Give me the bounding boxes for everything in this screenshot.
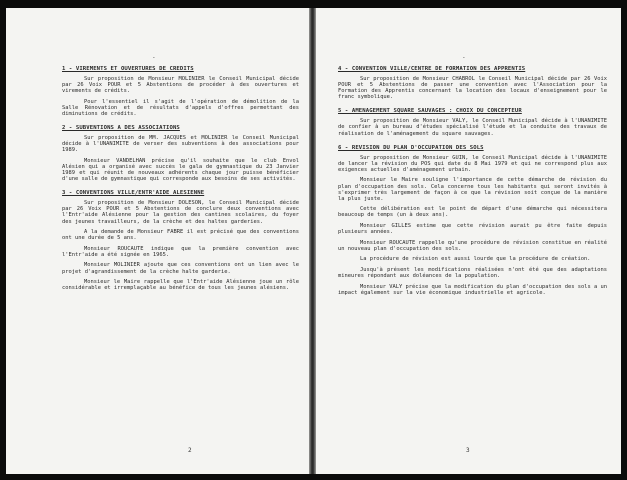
section-6 (338, 145, 607, 296)
paragraph: Sur proposition de Monsieur CHABROL le Conseil Municipal décide par 26 Voix POUR et 5 Abstentions de passer une convention avec l'Association pour la Formation des Apprentis concernant la location des locaux d'enseignement pour le franc symbolique. (338, 76, 607, 101)
paragraph: Monsieur ROUCAUTE indique que la première convention avec l'Entr'aide a été signée en 1965. (62, 245, 299, 258)
paragraph: Sur proposition de Monsieur MOLINIER le Conseil Municipal décide par 26 Voix POUR et 5 Abstentions de procéder à des ouvertures et virements de crédits. (62, 76, 299, 95)
right-page (316, 8, 621, 474)
paragraph: Monsieur le Maire rappelle que l'Entr'aide Alésienne joue un rôle considérable et irremplaçable au bénéfice de tous les jeunes alésiens. (62, 279, 299, 292)
paragraph: Jusqu'à présent les modifications réalisées n'ont été que des adaptations mineures répondant aux doléances de la population. (338, 266, 607, 280)
paragraph: Monsieur VALY précise que la modification du plan d'occupation des sols a un impact également sur la vie économique industrielle et agricole. (338, 283, 607, 296)
page-number: 3 (466, 447, 470, 454)
paragraph: Monsieur VANDELHAN précise qu'il souhaite que le club Envol Alésien qui a organisé avec succès le gala de gymnastique du 23 Janvier 1989 et qui réunit de nouveaux adhérents chaque jour puisse bénéficier d'une salle de gymnastique qui corresponde aux besoins de ses activités. (62, 157, 299, 183)
paragraph: Sur proposition de Monsieur GUIN, le Conseil Municipal décide à l'UNANIMITE de lancer la révision du POS qui date du 8 Mai 1979 et qui ne correspond plus aux exigences actuelles d'aménagement urbain. (338, 154, 607, 173)
section-4 (338, 66, 607, 100)
paragraph: La procédure de révision est aussi lourde que la procédure de création. (360, 256, 591, 263)
page-mark: - (152, 54, 156, 61)
section-1 (62, 66, 299, 117)
section-heading: 4 - CONVENTION VILLE/CENTRE DE FORMATION DES APPRENTIS (338, 66, 526, 72)
paragraph: Cette délibération est le point de départ d'une démarche qui nécessitera beaucoup de temps (un à deux ans). (338, 206, 607, 219)
page-number: 2 (188, 447, 192, 454)
section-heading: 6 - REVISION DU PLAN D'OCCUPATION DES SOLS (338, 144, 484, 151)
left-page (6, 8, 309, 474)
paragraph: A la demande de Monsieur FABRE il est précisé que des conventions ont une durée de 5 ans. (62, 229, 299, 242)
paragraph: Sur proposition de Monsieur DOLESON, le Conseil Municipal décide par 26 Voix POUR et 5 Abstentions de conclure deux conventions avec l'Entr'aide Alésienne pour la gestion des cantines scolaires, du foyer des jeunes travailleurs, de la crèche et des haltes garderies. (62, 200, 299, 225)
paragraph: Sur proposition de MM. JACQUES et MOLINIER le Conseil Municipal décide à l'UNANIMITE de verser des subventions à des associations pour 1989. (62, 135, 299, 154)
paragraph: Monsieur GILLES estime que cette révision aurait pu être faite depuis plusieurs années. (338, 223, 607, 236)
paragraph: Monsieur MOLINIER ajoute que ces conventions ont un lien avec le projet d'agrandissement de la crèche halte garderie. (62, 262, 299, 275)
paragraph: Monsieur ROUCAUTE rappelle qu'une procédure de révision constitue en réalité un nouveau plan d'occupation des sols. (338, 239, 607, 252)
paragraph: Monsieur le Maire souligne l'importance de cette démarche de révision du plan d'occupation des sols. Cela concerne tous les habitants qui seront invités à s'exprimer très largement de façon à ce que la révision soit conçue de la manière la plus juste. (338, 177, 607, 202)
section-heading: 2 - SUBVENTIONS A DES ASSOCIATIONS (62, 125, 180, 132)
book-gutter (309, 8, 316, 474)
section-heading: 1 - VIREMENTS ET OUVERTURES DE CREDITS (62, 66, 194, 72)
section-heading: 5 - AMENAGEMENT SQUARE SAUVAGES : CHOIX DU CONCEPTEUR (338, 108, 522, 115)
section-5 (338, 108, 607, 136)
section-heading: 3 - CONVENTIONS VILLE/ENTR'AIDE ALESIENNE (62, 190, 205, 197)
paragraph: Pour l'essentiel il s'agit de l'opération de démolition de la Salle Rénovation et de résultats d'appels d'offres permettant des diminutions de crédits. (62, 98, 299, 117)
page-mark: - (462, 54, 466, 61)
section-3 (62, 190, 299, 291)
paragraph: Sur proposition de Monsieur VALY, le Conseil Municipal décide à l'UNANIMITE de confier à un bureau d'études spécialisé l'étude et la conduite des travaux de réalisation de l'aménagement du square sauvages. (338, 118, 607, 137)
section-2 (62, 125, 299, 182)
